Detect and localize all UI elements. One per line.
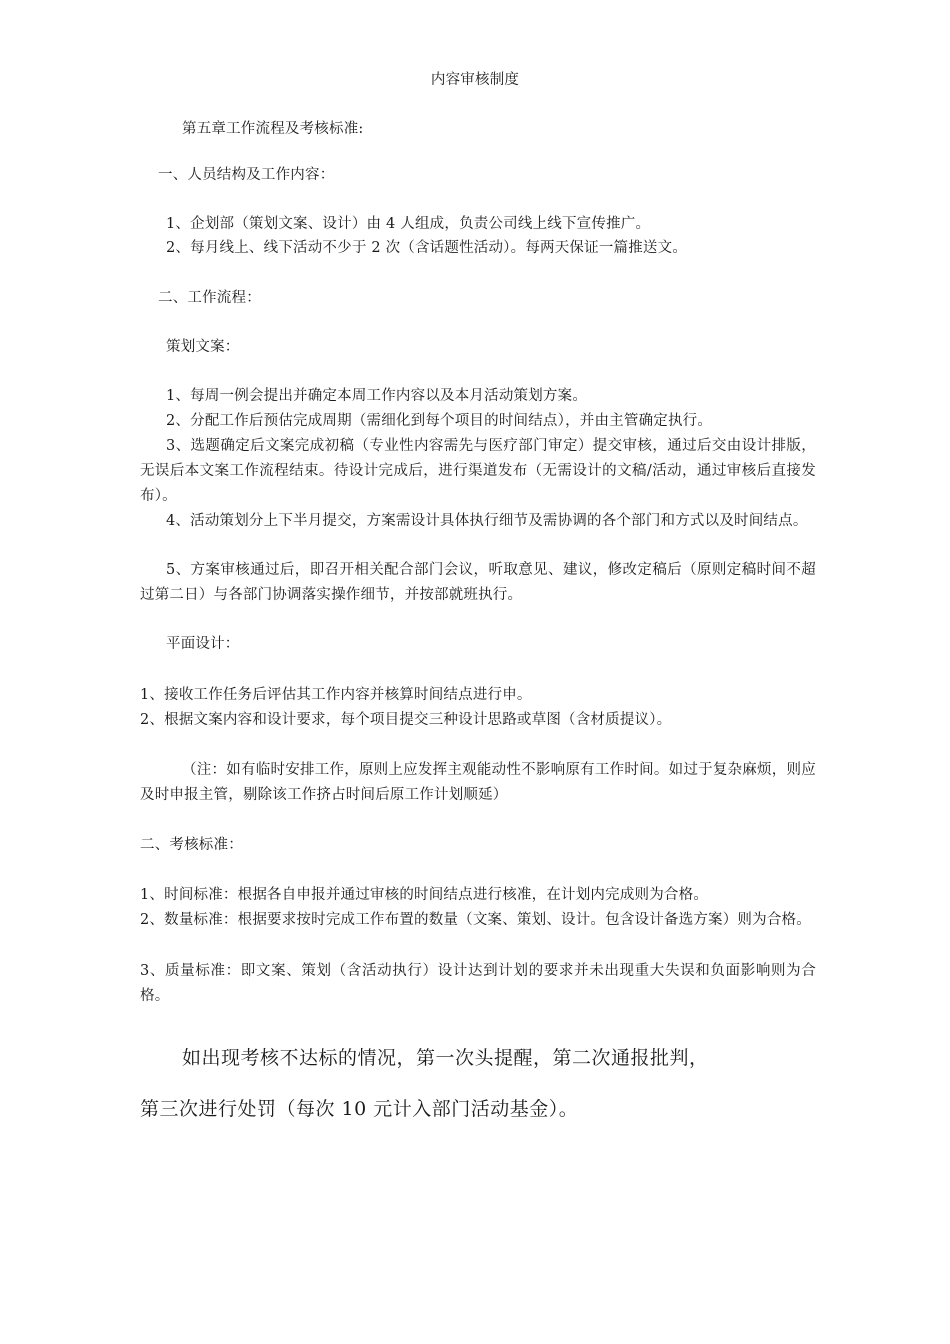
section3-heading: 二、考核标准：	[140, 837, 243, 853]
chapter-heading: 第五章工作流程及考核标准:	[182, 121, 364, 137]
copywriting-item: 2、分配工作后预估完成周期（需细化到每个项目的时间结点），并由主管确定执行。	[166, 413, 713, 429]
copywriting-item: 4、活动策划分上下半月提交，方案需设计具体执行细节及需协调的各个部门和方式以及时间结点。	[166, 513, 808, 529]
document-title: 内容审核制度	[430, 72, 520, 88]
section2-heading: 二、工作流程：	[158, 290, 261, 306]
design-item: 1、接收工作任务后评估其工作内容并核算时间结点进行申。	[140, 687, 532, 703]
design-heading: 平面设计：	[166, 636, 240, 652]
work-note: （注：如有临时安排工作，原则上应发挥主观能动性不影响原有工作时间。如过于复杂麻烦，则应及时申报主管，剔除该工作挤占时间后原工作计划顺延）	[140, 762, 816, 803]
copywriting-heading: 策划文案：	[166, 339, 240, 355]
section1-item: 2、每月线上、线下活动不少于 2 次（含话题性活动）。每两天保证一篇推送文。	[166, 240, 688, 256]
section1-item: 1、企划部（策划文案、设计）由 4 人组成，负责公司线上线下宣传推广。	[166, 216, 651, 232]
copywriting-item: 5、方案审核通过后，即召开相关配合部门会议，听取意见、建议，修改定稿后（原则定稿时间不超过第二日）与各部门协调落实操作细节，并按部就班执行。	[140, 562, 816, 603]
penalty-line-2: 第三次进行处罚（每次 10 元计入部门活动基金）。	[140, 1098, 579, 1120]
copywriting-item: 3、选题确定后文案完成初稿（专业性内容需先与医疗部门审定）提交审核，通过后交由设计排版，无误后本文案工作流程结束。待设计完成后，进行渠道发布（无需设计的文稿/活动，通过审核后直接发布）。	[140, 438, 816, 504]
criteria-item: 1、时间标准：根据各自申报并通过审核的时间结点进行核准，在计划内完成则为合格。	[140, 887, 709, 903]
criteria-item: 3、质量标准：即文案、策划（含活动执行）设计达到计划的要求并未出现重大失误和负面影响则为合格。	[140, 963, 816, 1004]
design-item: 2、根据文案内容和设计要求，每个项目提交三种设计思路或草图（含材质提议）。	[140, 712, 672, 728]
copywriting-item: 1、每周一例会提出并确定本周工作内容以及本月活动策划方案。	[166, 388, 588, 404]
penalty-line-1: 如出现考核不达标的情况，第一次头提醒，第二次通报批判，	[182, 1047, 709, 1069]
section1-heading: 一、人员结构及工作内容：	[158, 167, 335, 183]
criteria-item: 2、数量标准：根据要求按时完成工作布置的数量（文案、策划、设计。包含设计备选方案）则为合格。	[140, 912, 811, 928]
